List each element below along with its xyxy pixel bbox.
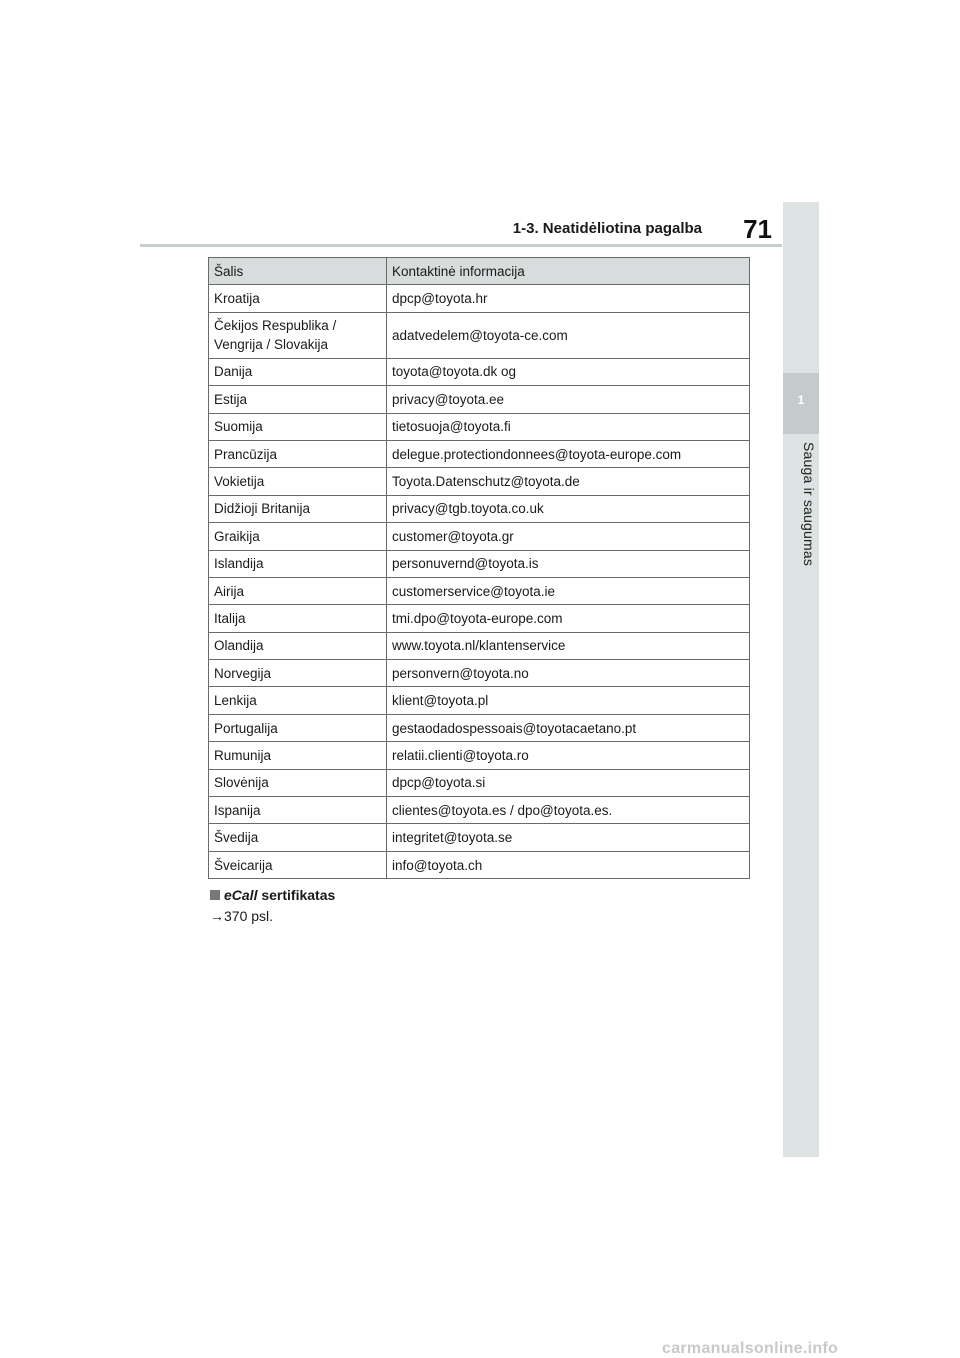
table-row [209, 769, 750, 796]
section-title: 1-3. Neatidėliotina pagalba [512, 220, 702, 237]
country-cell: Lenkija [209, 687, 387, 714]
table-row [209, 577, 750, 604]
table-row [209, 523, 750, 550]
ecall-heading-text: sertifikatas [257, 887, 336, 903]
contact-cell: info@toyota.ch [387, 851, 750, 878]
country-cell: Norvegija [209, 660, 387, 687]
table-row [209, 851, 750, 878]
country-cell: Portugalija [209, 714, 387, 741]
table-row [209, 687, 750, 714]
contact-cell: customerservice@toyota.ie [387, 577, 750, 604]
table-row [209, 312, 750, 358]
country-cell: Kroatija [209, 285, 387, 312]
table-row [209, 797, 750, 824]
country-cell: Olandija [209, 632, 387, 659]
contact-cell: personvern@toyota.no [387, 660, 750, 687]
country-cell [209, 312, 387, 358]
contact-cell: toyota@toyota.dk og [387, 358, 750, 385]
table-row [209, 386, 750, 413]
country-cell: Didžioji Britanija [209, 495, 387, 522]
contact-cell: relatii.clienti@toyota.ro [387, 742, 750, 769]
contact-cell: dpcp@toyota.si [387, 769, 750, 796]
contact-cell: dpcp@toyota.hr [387, 285, 750, 312]
header-rule [140, 244, 782, 247]
contact-cell: tmi.dpo@toyota-europe.com [387, 605, 750, 632]
table-row [209, 413, 750, 440]
table-row [209, 358, 750, 385]
header-contact: Kontaktinė informacija [387, 258, 750, 285]
contact-cell: integritet@toyota.se [387, 824, 750, 851]
table-row [209, 495, 750, 522]
page-reference-link[interactable]: →370 psl. [210, 908, 274, 924]
country-cell: Šveicarija [209, 851, 387, 878]
country-cell: Danija [209, 358, 387, 385]
country-cell: Airija [209, 577, 387, 604]
chapter-side-tab [783, 202, 819, 1157]
watermark: carmanualsonline.info [662, 1340, 839, 1357]
table-row [209, 285, 750, 312]
country-line-1: Čekijos Respublika / [214, 318, 337, 334]
contact-cell: privacy@toyota.ee [387, 386, 750, 413]
contact-cell: gestaodadospessoais@toyotacaetano.pt [387, 714, 750, 741]
contact-cell: Toyota.Datenschutz@toyota.de [387, 468, 750, 495]
ecall-term: eCall [224, 887, 258, 903]
table-row [209, 440, 750, 467]
header-country: Šalis [209, 258, 387, 285]
country-cell: Ispanija [209, 797, 387, 824]
country-cell: Islandija [209, 550, 387, 577]
contact-table [208, 257, 750, 879]
chapter-number: 1 [797, 393, 805, 407]
table-row [209, 468, 750, 495]
contact-cell: www.toyota.nl/klantenservice [387, 632, 750, 659]
contact-cell: adatvedelem@toyota-ce.com [387, 312, 750, 358]
contact-cell: klient@toyota.pl [387, 687, 750, 714]
country-cell: Slovėnija [209, 769, 387, 796]
contact-cell: privacy@tgb.toyota.co.uk [387, 495, 750, 522]
country-cell: Estija [209, 386, 387, 413]
table-row [209, 605, 750, 632]
table-row [209, 632, 750, 659]
contact-cell: tietosuoja@toyota.fi [387, 413, 750, 440]
country-cell: Italija [209, 605, 387, 632]
country-cell: Rumunija [209, 742, 387, 769]
table-row [209, 824, 750, 851]
country-cell: Graikija [209, 523, 387, 550]
table-row [209, 550, 750, 577]
country-cell: Prancūzija [209, 440, 387, 467]
square-bullet-icon [210, 890, 220, 900]
page-number: 71 [743, 214, 772, 244]
country-cell: Suomija [209, 413, 387, 440]
country-cell: Švedija [209, 824, 387, 851]
contact-cell: delegue.protectiondonnees@toyota-europe.com [387, 440, 750, 467]
table-row [209, 660, 750, 687]
country-cell: Vokietija [209, 468, 387, 495]
table-row [209, 714, 750, 741]
table-header-row [209, 258, 750, 285]
contact-cell: personuvernd@toyota.is [387, 550, 750, 577]
contact-cell: clientes@toyota.es / dpo@toyota.es. [387, 797, 750, 824]
chapter-title: Sauga ir saugumas [801, 442, 817, 567]
page-header [140, 212, 782, 244]
table-row [209, 742, 750, 769]
contact-cell: customer@toyota.gr [387, 523, 750, 550]
country-line-2: Vengrija / Slovakija [214, 337, 329, 353]
ecall-note-heading [210, 887, 335, 903]
